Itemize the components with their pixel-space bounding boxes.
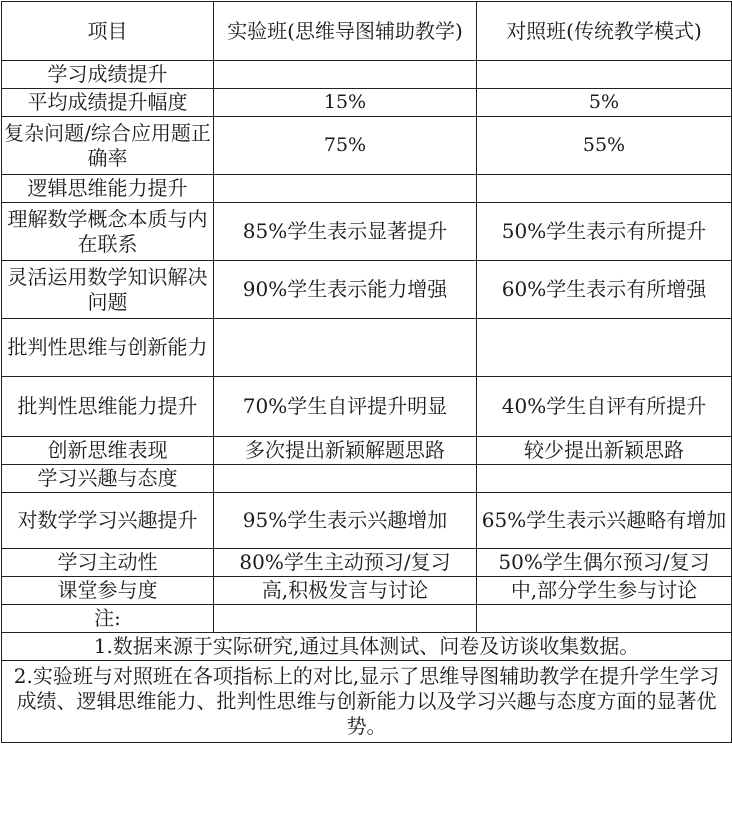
table-row [2,117,732,175]
table-row [2,549,732,577]
header-row [2,2,732,61]
experimental-cell: 85%学生表示显著提升 [214,203,477,261]
header-control: 对照班(传统教学模式) [477,2,732,61]
row-label: 学习兴趣与态度 [2,465,214,493]
table-row [2,437,732,465]
control-cell: 60%学生表示有所增强 [477,261,732,319]
experimental-cell: 95%学生表示兴趣增加 [214,493,477,549]
experimental-cell [214,61,477,89]
control-cell: 55% [477,117,732,175]
note-1: 1.数据来源于实际研究,通过具体测试、问卷及访谈收集数据。 [2,633,732,661]
header-experimental: 实验班(思维导图辅助教学) [214,2,477,61]
table-row [2,61,732,89]
control-cell: 中,部分学生参与讨论 [477,577,732,605]
experimental-cell: 80%学生主动预习/复习 [214,549,477,577]
table-row [2,465,732,493]
note-2: 2.实验班与对照班在各项指标上的对比,显示了思维导图辅助教学在提升学生学习成绩、逻辑思维能力、批判性思维与创新能力以及学习兴趣与态度方面的显著优势。 [2,661,732,743]
experimental-cell: 多次提出新颖解题思路 [214,437,477,465]
table-row [2,203,732,261]
control-cell [477,605,732,633]
control-cell: 65%学生表示兴趣略有增加 [477,493,732,549]
note-row [2,633,732,661]
notes-label: 注: [2,605,214,633]
control-cell: 较少提出新颖思路 [477,437,732,465]
experimental-cell: 70%学生自评提升明显 [214,377,477,437]
control-cell [477,61,732,89]
table-row [2,319,732,377]
row-label: 复杂问题/综合应用题正确率 [2,117,214,175]
control-cell: 50%学生偶尔预习/复习 [477,549,732,577]
experimental-cell: 90%学生表示能力增强 [214,261,477,319]
row-label: 创新思维表现 [2,437,214,465]
row-label: 学习成绩提升 [2,61,214,89]
row-label: 学习主动性 [2,549,214,577]
row-label: 理解数学概念本质与内在联系 [2,203,214,261]
row-label: 逻辑思维能力提升 [2,175,214,203]
table-row [2,577,732,605]
control-cell [477,319,732,377]
experimental-cell [214,465,477,493]
control-cell: 50%学生表示有所提升 [477,203,732,261]
row-label: 批判性思维能力提升 [2,377,214,437]
experimental-cell: 75% [214,117,477,175]
row-label: 课堂参与度 [2,577,214,605]
control-cell [477,465,732,493]
header-item: 项目 [2,2,214,61]
table-row [2,605,732,633]
control-cell: 5% [477,89,732,117]
experimental-cell: 15% [214,89,477,117]
control-cell: 40%学生自评有所提升 [477,377,732,437]
table-row [2,377,732,437]
row-label: 平均成绩提升幅度 [2,89,214,117]
table-row [2,175,732,203]
row-label: 批判性思维与创新能力 [2,319,214,377]
table-row [2,261,732,319]
row-label: 对数学学习兴趣提升 [2,493,214,549]
experimental-cell [214,605,477,633]
row-label: 灵活运用数学知识解决问题 [2,261,214,319]
experimental-cell: 高,积极发言与讨论 [214,577,477,605]
comparison-table [1,1,732,743]
experimental-cell [214,175,477,203]
table-row [2,493,732,549]
experimental-cell [214,319,477,377]
control-cell [477,175,732,203]
table-row [2,89,732,117]
note-row [2,661,732,743]
